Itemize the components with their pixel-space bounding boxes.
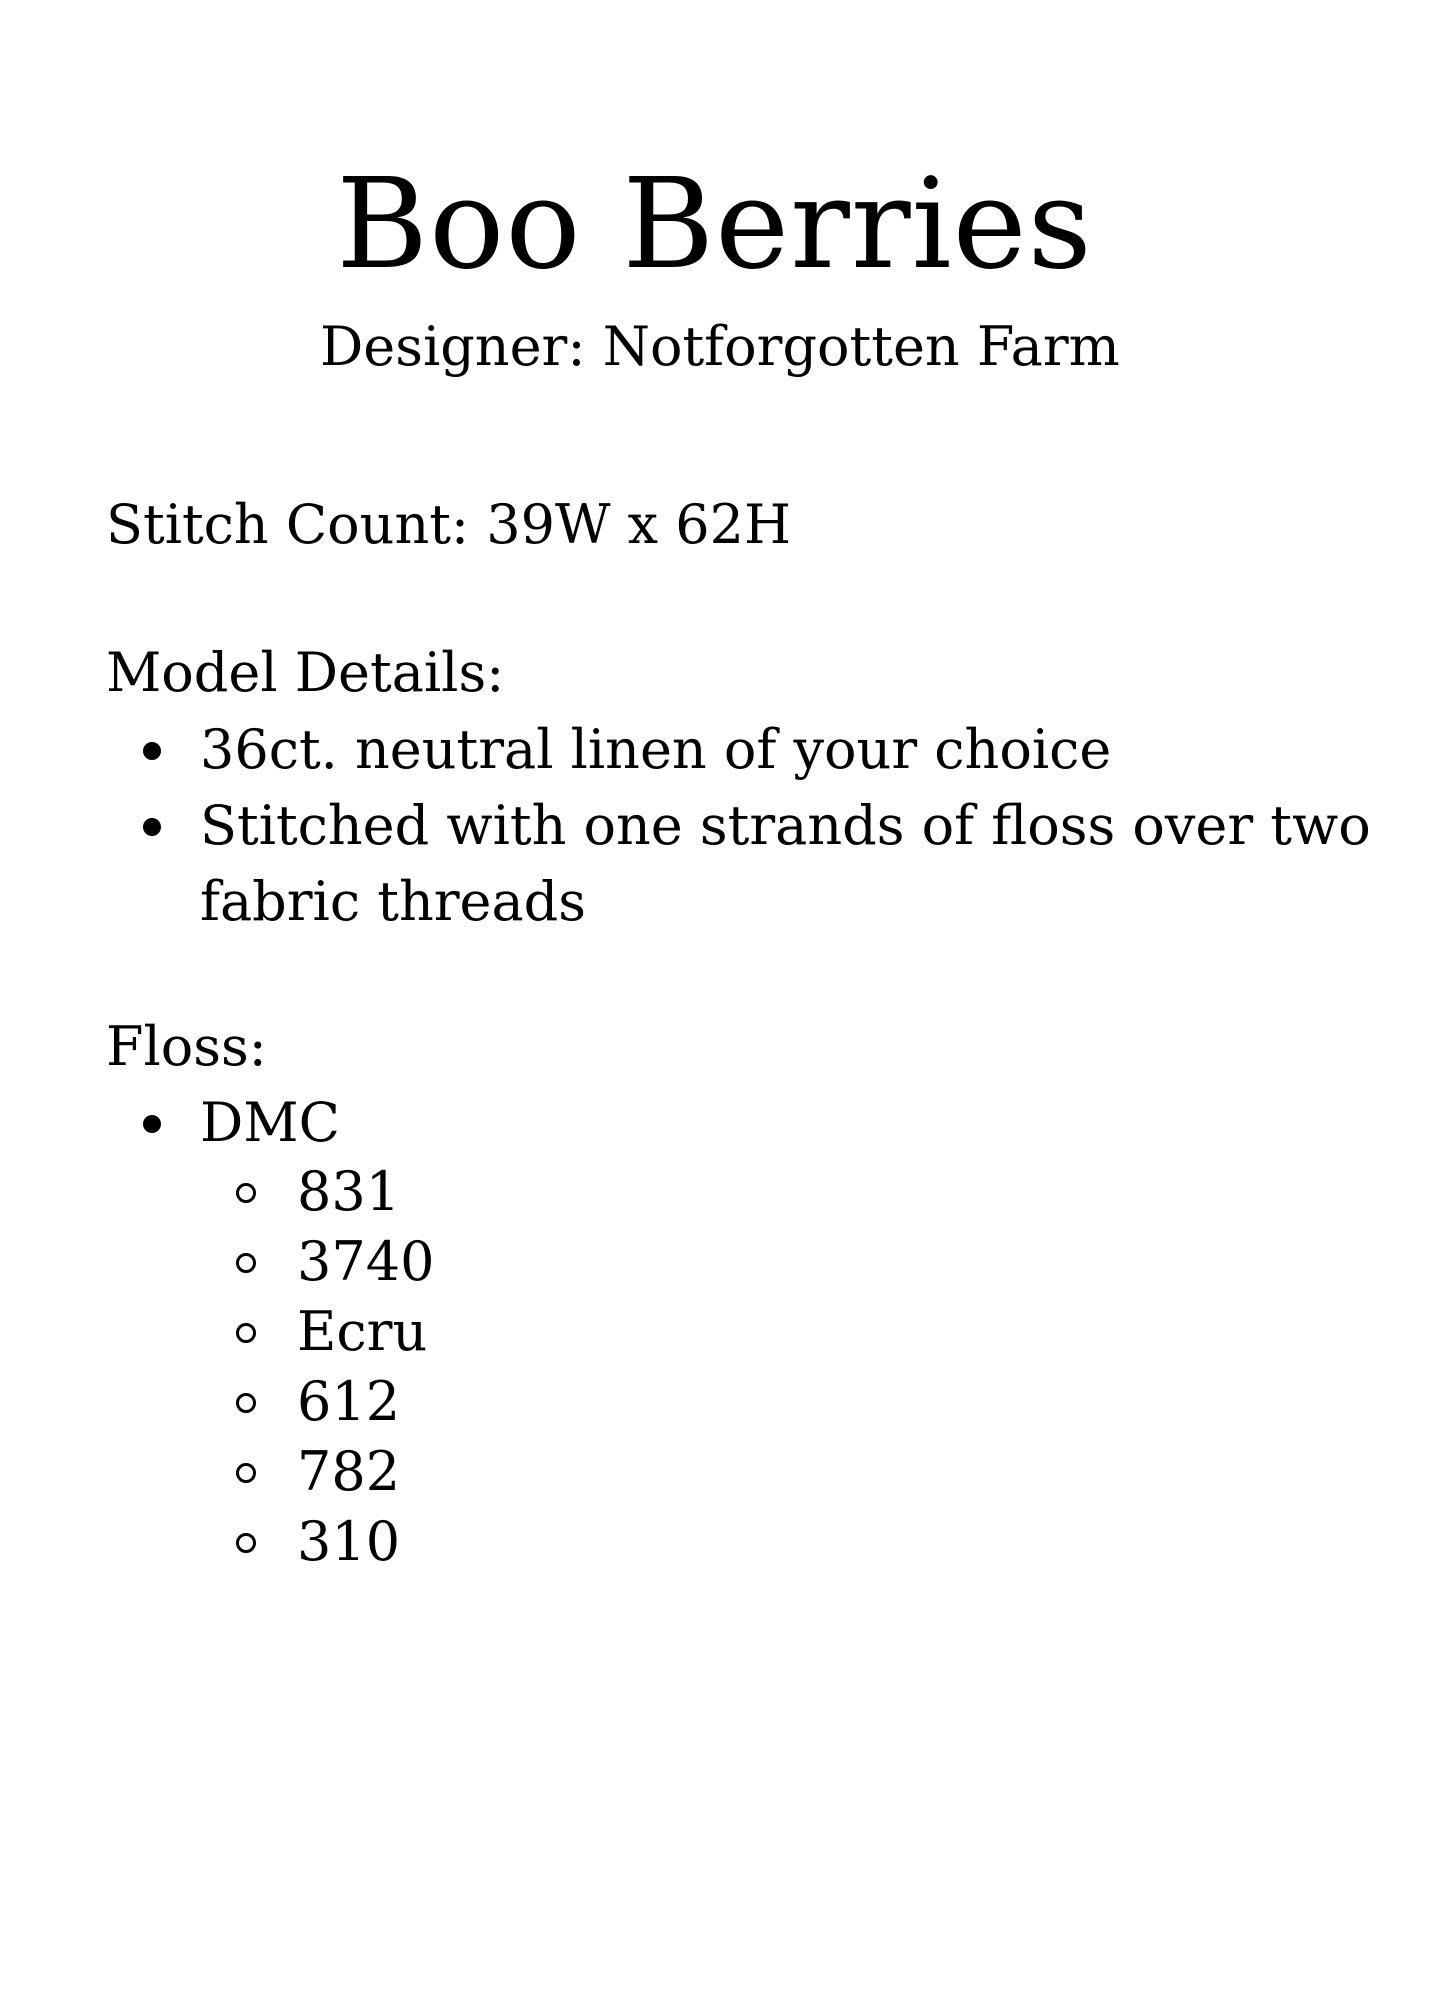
floss-color-item: 310 [297, 1507, 400, 1577]
model-detail-item: 36ct. neutral linen of your choice [200, 712, 1111, 788]
model-detail-item-continuation: fabric threads [200, 870, 586, 933]
floss-brand: DMC [200, 1085, 340, 1161]
stitch-count: Stitch Count: 39W x 62H [106, 493, 792, 556]
pattern-title: Boo Berries [336, 152, 1093, 297]
floss-color-item: 3740 [297, 1227, 434, 1297]
floss-color-item: 782 [297, 1437, 400, 1507]
model-detail-item: Stitched with one strands of floss over two [200, 788, 1371, 864]
model-details-heading: Model Details: [106, 641, 505, 704]
floss-color-item: Ecru [297, 1297, 427, 1367]
floss-color-item: 612 [297, 1367, 400, 1437]
floss-heading: Floss: [106, 1015, 267, 1078]
designer-line: Designer: Notforgotten Farm [320, 315, 1120, 378]
floss-color-item: 831 [297, 1157, 400, 1227]
